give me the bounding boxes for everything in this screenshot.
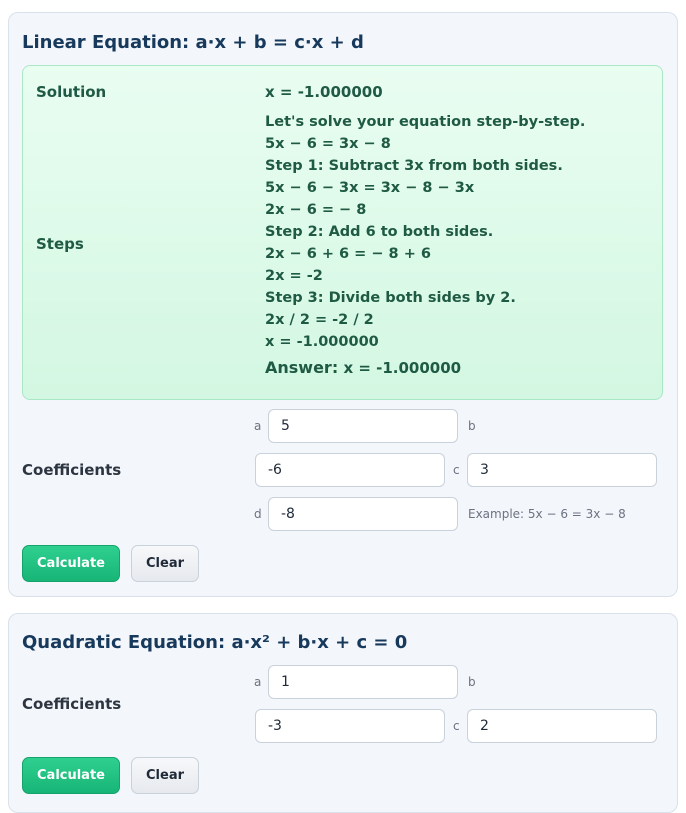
step-line: 2x / 2 = -2 / 2 (265, 312, 374, 328)
coef-a-input[interactable] (268, 665, 458, 699)
coef-c-input[interactable] (467, 453, 657, 487)
coef-c-label: c (453, 719, 460, 733)
steps-list (265, 111, 585, 379)
coef-a-label: a (254, 675, 262, 689)
example-hint: Example: 5x − 6 = 3x − 8 (468, 507, 626, 521)
step-line: 5x − 6 = 3x − 8 (265, 136, 391, 152)
coef-b-label: b (468, 675, 476, 689)
answer-value: x = -1.000000 (338, 359, 462, 377)
solution-label: Solution (36, 83, 107, 101)
step-line: 2x − 6 + 6 = − 8 + 6 (265, 246, 431, 262)
coef-b-label: b (468, 419, 476, 433)
coefficients-label: Coefficients (22, 461, 122, 479)
coef-b-input[interactable] (255, 709, 445, 743)
step-line: 2x = -2 (265, 268, 323, 284)
clear-button[interactable]: Clear (131, 545, 199, 582)
step-line: x = -1.000000 (265, 334, 379, 350)
answer-key: Answer: (265, 358, 339, 377)
step-line: 2x − 6 = − 8 (265, 202, 367, 218)
coef-c-label: c (453, 463, 460, 477)
step-line: Step 1: Subtract 3x from both sides. (265, 158, 563, 174)
coef-d-label: d (254, 507, 262, 521)
final-answer (265, 357, 585, 379)
steps-label: Steps (36, 235, 84, 253)
quadratic-title: Quadratic Equation: a·x² + b·x + c = 0 (22, 632, 408, 653)
clear-button[interactable]: Clear (131, 757, 199, 794)
linear-equation-card (8, 12, 678, 597)
coef-d-input[interactable] (268, 497, 458, 531)
coef-a-input[interactable] (268, 409, 458, 443)
coef-a-label: a (254, 419, 262, 433)
solution-value: x = -1.000000 (265, 83, 383, 101)
linear-title: Linear Equation: a·x + b = c·x + d (22, 32, 364, 53)
coefficients-label: Coefficients (22, 695, 122, 713)
step-line: Step 2: Add 6 to both sides. (265, 224, 494, 240)
step-line: Step 3: Divide both sides by 2. (265, 290, 516, 306)
coef-b-input[interactable] (255, 453, 445, 487)
quadratic-equation-card (8, 613, 678, 813)
step-line: 5x − 6 − 3x = 3x − 8 − 3x (265, 180, 475, 196)
calculate-button[interactable]: Calculate (22, 757, 120, 794)
step-line: Let's solve your equation step-by-step. (265, 114, 586, 130)
coef-c-input[interactable] (467, 709, 657, 743)
calculate-button[interactable]: Calculate (22, 545, 120, 582)
solution-panel (22, 65, 663, 400)
